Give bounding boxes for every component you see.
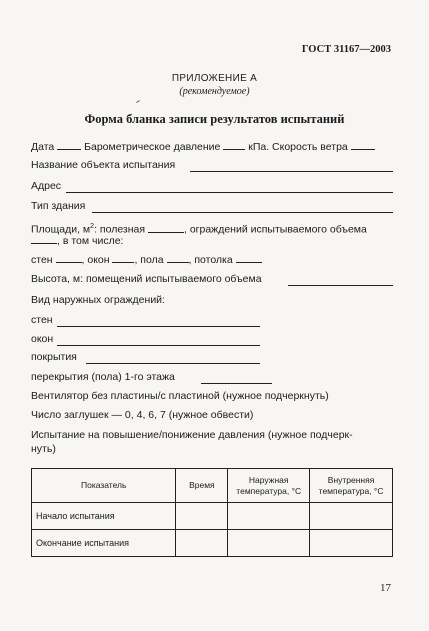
- row-label-end: Окончание испытания: [32, 530, 176, 557]
- roof-field[interactable]: [86, 354, 260, 364]
- test-label-line1: Испытание на повышение/понижение давления (нужное подчерк-: [31, 429, 353, 441]
- height-field[interactable]: [288, 276, 393, 286]
- walls2-label: стен: [31, 314, 53, 326]
- ceiling-field[interactable]: [236, 253, 262, 263]
- page-number: 17: [380, 582, 391, 594]
- form-line-fan: [31, 390, 329, 403]
- cell-end-time[interactable]: [176, 530, 228, 557]
- form-line-date: [31, 140, 375, 154]
- form-line-test: [31, 429, 353, 442]
- header-outside-temp: Наружная температура, °С: [228, 469, 310, 503]
- roof-label: покрытия: [31, 351, 77, 363]
- test-label-line2: нуть): [31, 443, 56, 455]
- fan-label: Вентилятор без пластины/с пластиной (нужное подчеркнуть): [31, 390, 329, 402]
- height-label: Высота, м: помещений испытываемого объема: [31, 273, 262, 285]
- table-row: [32, 503, 393, 530]
- windows-field[interactable]: [112, 253, 134, 263]
- form-line-object-name: [31, 159, 175, 172]
- walls-field[interactable]: [56, 253, 82, 263]
- form-line-test-cont: [31, 443, 56, 456]
- cell-start-outside-temp[interactable]: [228, 503, 310, 530]
- form-line-areas-cont: [31, 234, 123, 248]
- wind-speed-field[interactable]: [351, 140, 375, 150]
- first-floor-label: перекрытия (пола) 1-го этажа: [31, 371, 175, 383]
- header-inside-temp: Внутренняя температура, °С: [310, 469, 393, 503]
- appendix-label: ПРИЛОЖЕНИЕ А: [171, 73, 258, 84]
- walls2-field[interactable]: [57, 317, 260, 327]
- windows2-field[interactable]: [57, 336, 260, 346]
- date-label: Дата: [31, 141, 55, 153]
- address-label: Адрес: [31, 180, 62, 192]
- standard-number: ГОСТ 31167—2003: [301, 44, 391, 55]
- cell-end-inside-temp[interactable]: [310, 530, 393, 557]
- enclosure-area-label: , ограждений испытываемого объема: [184, 223, 367, 236]
- row-label-start: Начало испытания: [32, 503, 176, 530]
- floor-label: , пола: [134, 254, 164, 266]
- area-superscript: 2: [90, 223, 95, 230]
- pressure-label: Барометрическое давление: [84, 141, 221, 153]
- stray-mark: [136, 100, 140, 103]
- table-header-row: [32, 469, 393, 503]
- walls-label: стен: [31, 254, 53, 266]
- building-type-field[interactable]: [92, 203, 393, 213]
- enclosures-label: Вид наружных ограждений:: [31, 294, 165, 306]
- header-time: Время: [176, 469, 228, 503]
- recommended-label: (рекомендуемое): [179, 86, 250, 97]
- building-type-label: Тип здания: [31, 200, 86, 212]
- object-name-label: Название объекта испытания: [31, 159, 176, 171]
- address-field[interactable]: [66, 183, 393, 193]
- form-line-building-type: [31, 200, 85, 213]
- date-field[interactable]: [57, 140, 81, 150]
- pressure-unit-label: кПа. Скорость ветра: [248, 141, 348, 153]
- form-line-roof: [31, 351, 77, 364]
- cell-end-outside-temp[interactable]: [228, 530, 310, 557]
- cell-start-inside-temp[interactable]: [310, 503, 393, 530]
- cell-start-time[interactable]: [176, 503, 228, 530]
- form-line-address: [31, 180, 61, 193]
- ceiling-label: , потолка: [188, 254, 233, 266]
- plugs-label: Число заглушек — 0, 4, 6, 7 (нужное обвести): [31, 409, 254, 421]
- first-floor-field[interactable]: [201, 374, 272, 384]
- object-name-field[interactable]: [190, 162, 393, 172]
- form-line-enclosures: [31, 294, 165, 307]
- results-table: [31, 468, 393, 557]
- form-line-walls2: [31, 314, 53, 327]
- form-line-plugs: [31, 409, 253, 422]
- windows2-label: окон: [31, 333, 54, 345]
- form-line-windows2: [31, 333, 53, 346]
- form-line-first-floor: [31, 371, 175, 384]
- useful-area-field[interactable]: [148, 223, 184, 233]
- useful-area-label: : полезная: [94, 223, 146, 236]
- pressure-field[interactable]: [223, 140, 245, 150]
- form-line-height: [31, 273, 262, 286]
- area-label: Площади, м: [31, 223, 91, 236]
- table-row: [32, 530, 393, 557]
- floor-field[interactable]: [167, 253, 189, 263]
- windows-label: , окон: [81, 254, 110, 266]
- form-title: Форма бланка записи результатов испытаний: [84, 112, 345, 126]
- enclosure-area-field[interactable]: [31, 234, 57, 244]
- including-label: , в том числе:: [57, 235, 124, 247]
- form-line-components: [31, 253, 262, 267]
- header-indicator: Показатель: [32, 469, 176, 503]
